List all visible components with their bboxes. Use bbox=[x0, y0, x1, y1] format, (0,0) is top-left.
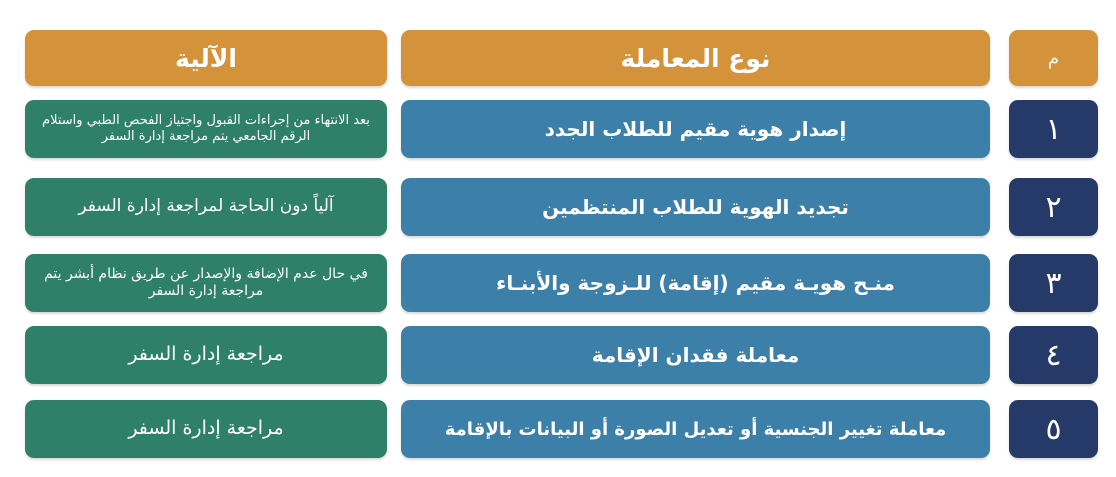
row-4-transaction-type: معاملة فقدان الإقامة bbox=[401, 326, 990, 384]
row-4-number: ٤ bbox=[1009, 326, 1098, 384]
transaction-type-header: نوع المعاملة bbox=[401, 30, 990, 86]
row-1-mechanism: بعد الانتهاء من إجراءات القبول واجتياز الفحص الطبي واستلام الرقم الجامعي يتم مراجعة إدارة السفر bbox=[25, 100, 387, 158]
row-3-number: ٣ bbox=[1009, 254, 1098, 312]
mechanism-header: الآلية bbox=[25, 30, 387, 86]
row-3-transaction-type: منـح هويـة مقيم (إقامة) للـزوجة والأبنـاء bbox=[401, 254, 990, 312]
row-5-transaction-type: معاملة تغيير الجنسية أو تعديل الصورة أو البيانات بالإقامة bbox=[401, 400, 990, 458]
row-2-number: ٢ bbox=[1009, 178, 1098, 236]
row-1-number: ١ bbox=[1009, 100, 1098, 158]
row-5-number: ٥ bbox=[1009, 400, 1098, 458]
row-3-mechanism: في حال عدم الإضافة والإصدار عن طريق نظام أبشر يتم مراجعة إدارة السفر bbox=[25, 254, 387, 312]
row-4-mechanism: مراجعة إدارة السفر bbox=[25, 326, 387, 384]
row-2-mechanism: آلياً دون الحاجة لمراجعة إدارة السفر bbox=[25, 178, 387, 236]
row-5-mechanism: مراجعة إدارة السفر bbox=[25, 400, 387, 458]
number-header: م bbox=[1009, 30, 1098, 86]
row-1-transaction-type: إصدار هوية مقيم للطلاب الجدد bbox=[401, 100, 990, 158]
row-2-transaction-type: تجديد الهوية للطلاب المنتظمين bbox=[401, 178, 990, 236]
